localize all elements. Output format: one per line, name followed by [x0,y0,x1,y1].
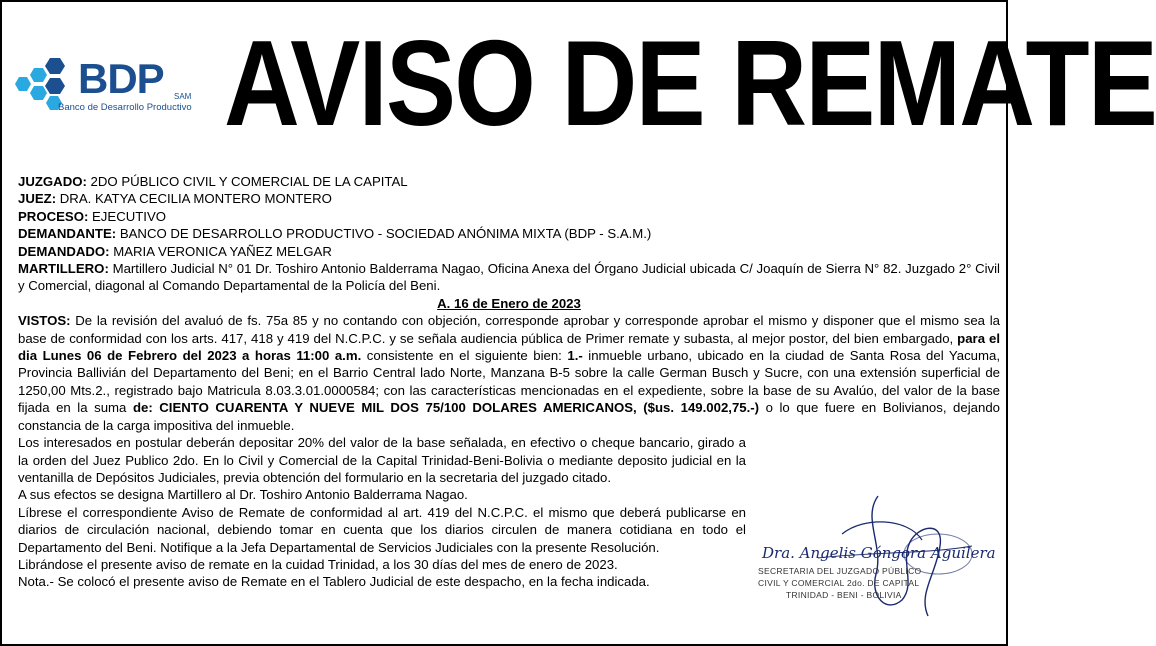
signature-stamp [758,488,996,628]
juez-line [18,190,1000,207]
signer-title-line-1: SECRETARIA DEL JUZGADO PÚBLICO [758,566,922,576]
juez-value: DRA. KATYA CECILIA MONTERO MONTERO [56,191,332,207]
vistos-text-2: consistente en el siguiente bien: [361,348,568,364]
demandante-label: DEMANDANTE: [18,226,117,242]
page-title: AVISO DE REMATE [224,15,1156,151]
auction-datetime: para el dia Lunes 06 de Febrero del 2023 a horas 11:00 a.m. [18,330,1000,364]
demandado-label: DEMANDADO: [18,243,110,259]
proceso-label: PROCESO: [18,208,89,224]
signer-title-line-3: TRINIDAD - BENI - BOLIVIA [786,590,902,600]
martillero-line [18,260,1000,295]
juzgado-value: 2DO PÚBLICO CIVIL Y COMERCIAL DE LA CAPITAL [86,174,408,189]
vistos-text-1: De la revisión del avaluó de fs. 75a 85 y no contando con objeción, corresponde aprobar y corresponde aprobar el mismo y disponer que el mismo sea la base de conformidad con los arts. 417, 418 y 419 del N.C.P.C. y se señala audiencia pública de Primer remate y subasta, al mejor postor, del bien embargado, [18,313,1000,346]
item-number: 1.- [567,348,583,364]
vistos-text-3: inmueble urbano, ubicado en la ciudad de Santa Rosa del Yacuma, Provincia Ballivián del Departamento del Beni; en el Barrio Central lado Norte, Manzana B-5 sobre la calle German Busch y Sucre, con una extensión superficial de 1250,00 Mts.2., registrado bajo Matricula 8.03.3.01.0000584; con las características mencionadas en el expediente, sobre la base de su Avalúo, del valor de la base fijada en la suma [18,348,1000,416]
librandose-paragraph: Librándose el presente aviso de remate en la cuidad Trinidad, a los 30 días del mes de enero de 2023. [18,556,618,572]
demandado-line [18,243,1000,260]
martillero-label: MARTILLERO: [18,261,109,277]
juzgado-line [18,173,1000,190]
designa-paragraph: A sus efectos se designa Martillero al Dr. Toshiro Antonio Balderrama Nagao. [18,487,468,503]
proceso-line [18,208,1000,225]
nota-paragraph: Nota.- Se colocó el presente aviso de Remate en el Tablero Judicial de este despacho, en la fecha indicada. [18,574,650,590]
proceso-value: EJECUTIVO [88,208,167,224]
resolution-date: A. 16 de Enero de 2023 [437,295,581,311]
logo-suffix: SAM [174,92,192,101]
demandado-value: MARIA VERONICA YAÑEZ MELGAR [109,243,332,259]
demandante-line [18,225,1000,242]
interesados-paragraph: Los interesados en postular deberán depositar 20% del valor de la base señalada, en efectivo o cheque bancario, girado a la orden del Juez Publico 2do. En lo Civil y Comercial de la Capital Trinidad-Beni-Bolivia o mediante deposito judicial en la ventanilla de Depósitos Judiciales, previa obtención del formulario en la secretaria del juzgado citado. [18,435,746,485]
vistos-paragraph [18,312,1000,434]
signer-name: Dra. Angelis Góngora Aguilera [762,544,996,562]
vistos-text-4: o lo que fuere en Bolivianos, dejando constancia de la carga impositiva del inmueble. [18,400,1000,433]
signer-title-line-2: CIVIL Y COMERCIAL 2do. DE CAPITAL [758,578,920,588]
bdp-logo [14,52,199,118]
logo-wordmark: BDP [78,55,164,102]
librese-paragraph: Líbrese el correspondiente Aviso de Remate de conformidad al art. 419 del N.C.P.C. el mismo que deberá publicarse en diarios de circulación nacional, debiendo tomar en cuenta que los diarios circulen de manera cotidiana en todo el Departamento del Beni. Notifique a la Jefa Departamental de Servicios Judiciales con la presente Resolución. [18,504,746,555]
lower-section [18,434,746,591]
demandante-value: BANCO DE DESARROLLO PRODUCTIVO - SOCIEDAD ANÓNIMA MIXTA (BDP - S.A.M.) [116,226,652,242]
base-amount: de: CIENTO CUARENTA Y NUEVE MIL DOS 75/100 DOLARES AMERICANOS, ($us. 149.002,75.-) [132,400,760,416]
martillero-value: Martillero Judicial N° 01 Dr. Toshiro Antonio Balderrama Nagao, Oficina Anexa del Órgano Judicial ubicada C/ Joaquín de Sierra N° 82. Juzgado 2° Civil y Comercial, diagonal al Comando Departamental de la Policía del Beni. [18,261,1000,294]
logo-fullname: Banco de Desarrollo Productivo [58,102,192,113]
juzgado-label: JUZGADO: [18,174,87,189]
juez-label: JUEZ: [18,191,57,207]
vistos-label: VISTOS: [18,313,71,329]
